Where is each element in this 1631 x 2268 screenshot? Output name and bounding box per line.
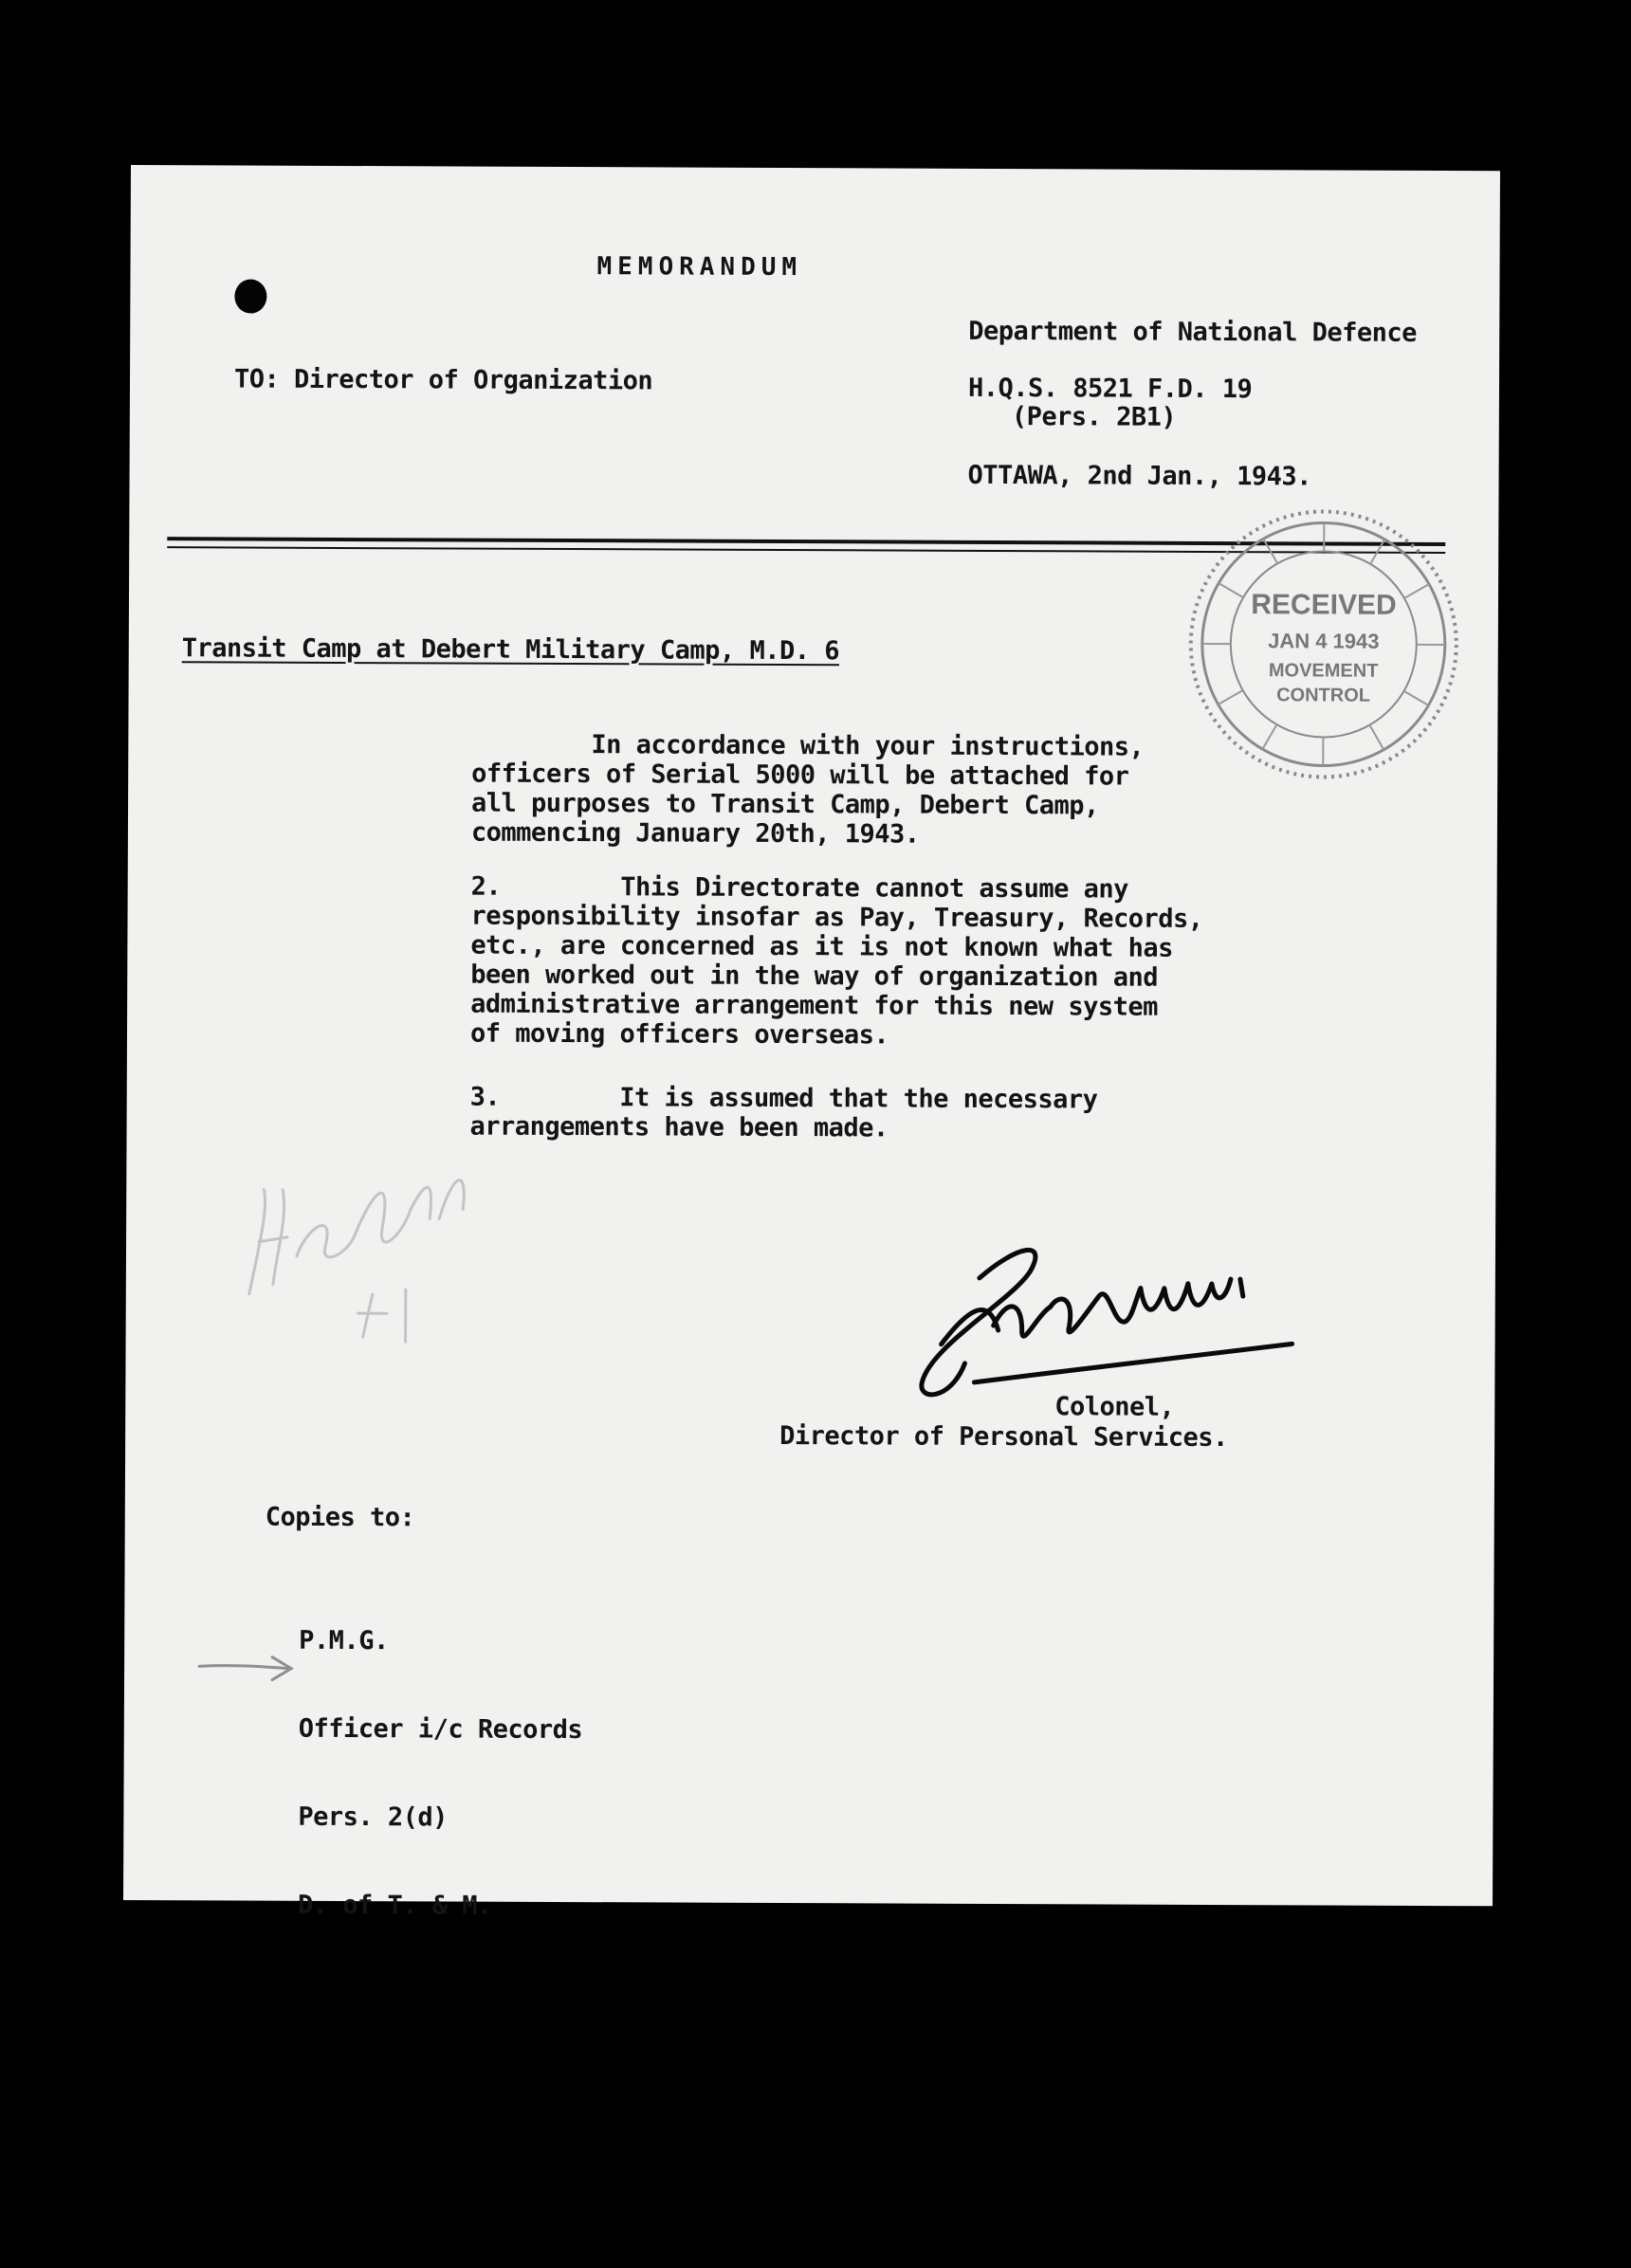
memo-heading: MEMORANDUM xyxy=(596,252,803,283)
signatory-rank: Colonel, xyxy=(1054,1392,1175,1422)
paragraph-3: 3. It is assumed that the necessary arrangements have been made. xyxy=(469,1082,1098,1143)
copies-heading: Copies to: xyxy=(265,1502,415,1533)
copies-list xyxy=(298,1567,583,1980)
paragraph-2: 2. This Directorate cannot assume any responsibility insofar as Pay, Treasury, Records, etc., are concerned as it is not known what has been worked out in the way of organization and administrative arrangement for this new system of moving officers overseas. xyxy=(469,871,1203,1051)
list-item: Pers. 2(d) xyxy=(298,1802,449,1833)
list-item: Officer i/c Records xyxy=(298,1713,583,1746)
pencil-annotation xyxy=(230,1151,478,1361)
received-stamp xyxy=(1181,502,1466,787)
pencil-arrow-icon xyxy=(194,1649,299,1687)
list-item: D. of T. & M. xyxy=(297,1890,492,1921)
hole-punch xyxy=(234,279,266,313)
paragraph-1: In accordance with your instructions, officers of Serial 5000 will be attached for all purposes to Transit Camp, Debert Camp, commencing January 20th, 1943. xyxy=(470,729,1145,850)
place-date: OTTAWA, 2nd Jan., 1943. xyxy=(967,460,1312,492)
addressee: TO: Director of Organization xyxy=(233,364,653,396)
stamp-received-label: RECEIVED xyxy=(1251,589,1397,621)
stamp-date: JAN 4 1943 xyxy=(1268,629,1380,653)
list-item: P.M.G. xyxy=(299,1625,389,1656)
stamp-control: CONTROL xyxy=(1276,685,1371,706)
department-name: Department of National Defence xyxy=(968,316,1417,348)
file-sub-reference: (Pers. 2B1) xyxy=(1011,402,1177,432)
memo-sheet xyxy=(123,165,1500,1921)
signature xyxy=(855,1239,1368,1412)
file-reference: H.Q.S. 8521 F.D. 19 xyxy=(967,373,1253,405)
signatory-title: Director of Personal Services. xyxy=(779,1420,1228,1454)
stamp-movement: MOVEMENT xyxy=(1268,660,1379,682)
subject-line: Transit Camp at Debert Military Camp, M.D. 6 xyxy=(181,633,840,667)
